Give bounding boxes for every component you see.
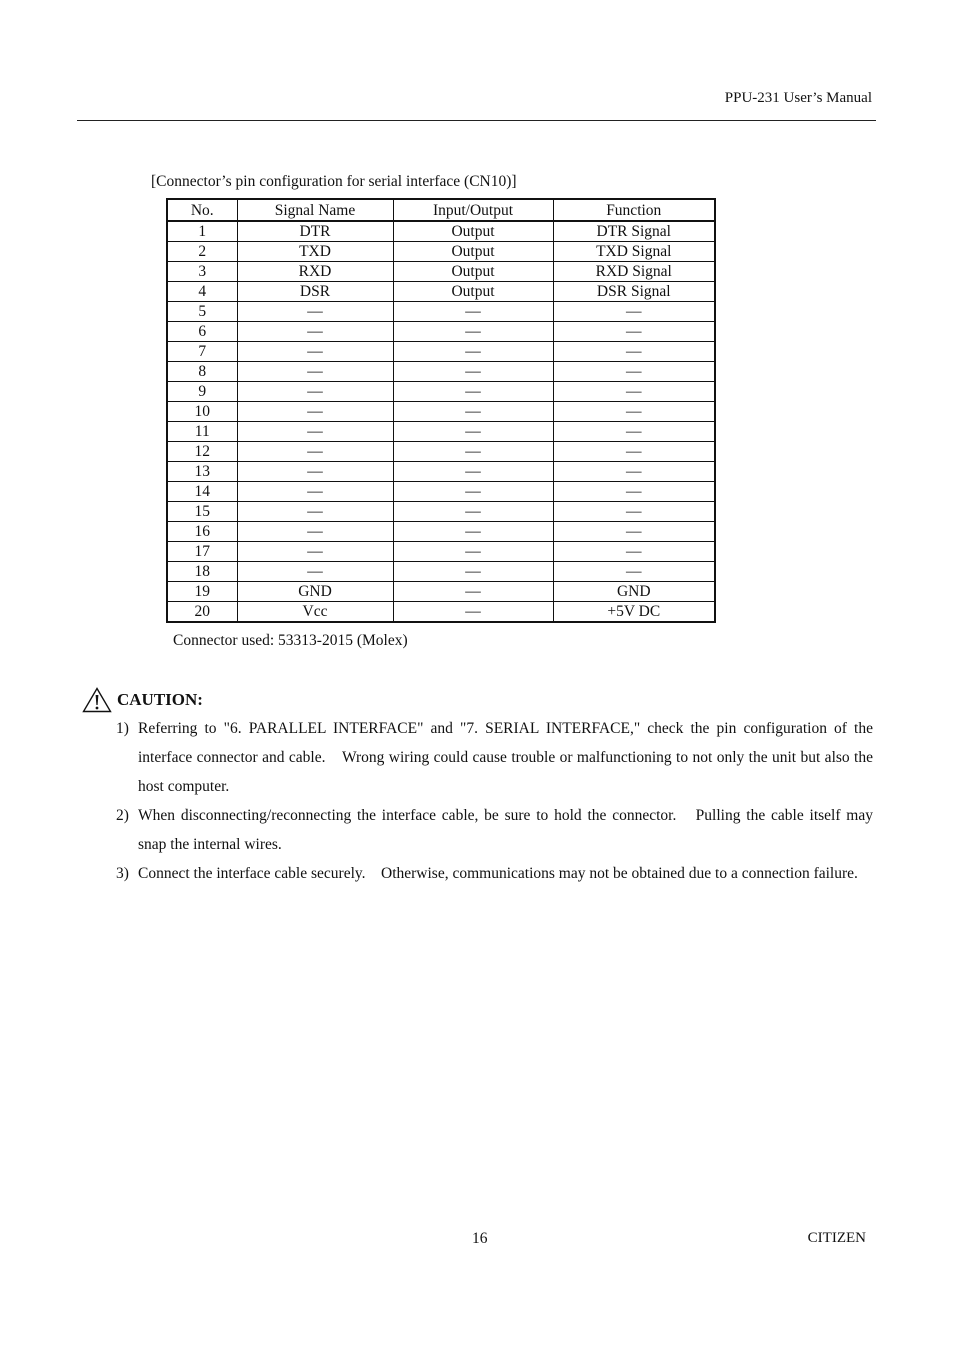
- column-header-function: Function: [553, 199, 715, 221]
- cell-function: —: [553, 442, 715, 462]
- cell-function: —: [553, 542, 715, 562]
- cell-signal-name: —: [237, 542, 393, 562]
- cell-no: 14: [167, 482, 237, 502]
- table-header-row: [167, 199, 715, 221]
- cell-input-output: —: [393, 322, 553, 342]
- cell-input-output: —: [393, 402, 553, 422]
- table-row: [167, 262, 715, 282]
- table-row: [167, 462, 715, 482]
- cell-function: DTR Signal: [553, 221, 715, 242]
- cell-function: RXD Signal: [553, 262, 715, 282]
- cell-function: —: [553, 562, 715, 582]
- cell-input-output: Output: [393, 221, 553, 242]
- caution-item: [116, 801, 873, 859]
- cell-input-output: Output: [393, 282, 553, 302]
- caution-item-number: 1): [116, 720, 129, 737]
- cell-no: 9: [167, 382, 237, 402]
- cell-function: GND: [553, 582, 715, 602]
- cell-no: 10: [167, 402, 237, 422]
- cell-signal-name: —: [237, 502, 393, 522]
- cell-no: 11: [167, 422, 237, 442]
- cell-function: —: [553, 422, 715, 442]
- cell-input-output: —: [393, 542, 553, 562]
- cell-no: 20: [167, 602, 237, 623]
- table-caption: [Connector’s pin configuration for serial interface (CN10)]: [151, 173, 517, 190]
- cell-function: —: [553, 462, 715, 482]
- cell-signal-name: —: [237, 322, 393, 342]
- cell-function: —: [553, 502, 715, 522]
- cell-input-output: —: [393, 462, 553, 482]
- caution-item-number: 3): [116, 865, 129, 882]
- cell-input-output: —: [393, 522, 553, 542]
- table-row: [167, 542, 715, 562]
- connector-note: Connector used: 53313-2015 (Molex): [173, 632, 408, 649]
- table-row: [167, 302, 715, 322]
- cell-no: 6: [167, 322, 237, 342]
- cell-signal-name: —: [237, 462, 393, 482]
- cell-no: 17: [167, 542, 237, 562]
- cell-no: 4: [167, 282, 237, 302]
- cell-signal-name: TXD: [237, 242, 393, 262]
- caution-item-number: 2): [116, 807, 129, 824]
- table-row: [167, 522, 715, 542]
- cell-signal-name: —: [237, 482, 393, 502]
- table-row: [167, 422, 715, 442]
- cell-no: 7: [167, 342, 237, 362]
- cell-function: TXD Signal: [553, 242, 715, 262]
- cell-no: 5: [167, 302, 237, 322]
- cell-function: —: [553, 482, 715, 502]
- cell-signal-name: DTR: [237, 221, 393, 242]
- cell-no: 18: [167, 562, 237, 582]
- cell-input-output: —: [393, 602, 553, 623]
- cell-signal-name: DSR: [237, 282, 393, 302]
- page-number: 16: [472, 1230, 488, 1247]
- cell-input-output: Output: [393, 242, 553, 262]
- table-row: [167, 442, 715, 462]
- cell-function: —: [553, 522, 715, 542]
- cell-signal-name: RXD: [237, 262, 393, 282]
- caution-item-text: Referring to "6. PARALLEL INTERFACE" and "7. SERIAL INTERFACE," check the pin configuration of the interface connector and cable. Wrong wiring could cause trouble or malfunctioning to not only the unit but also the host computer.: [138, 720, 873, 795]
- footer-brand: CITIZEN: [807, 1230, 866, 1246]
- column-header-input-output: Input/Output: [393, 199, 553, 221]
- cell-signal-name: —: [237, 402, 393, 422]
- table-row: [167, 562, 715, 582]
- cell-input-output: —: [393, 302, 553, 322]
- cell-function: —: [553, 322, 715, 342]
- cell-function: —: [553, 302, 715, 322]
- cell-input-output: —: [393, 442, 553, 462]
- page-header-title: PPU-231 User’s Manual: [724, 90, 872, 106]
- cell-no: 2: [167, 242, 237, 262]
- table-row: [167, 221, 715, 242]
- cell-no: 12: [167, 442, 237, 462]
- cell-input-output: —: [393, 422, 553, 442]
- cell-no: 3: [167, 262, 237, 282]
- cell-signal-name: —: [237, 362, 393, 382]
- cell-no: 19: [167, 582, 237, 602]
- caution-item: [116, 714, 873, 801]
- cell-input-output: —: [393, 582, 553, 602]
- table-row: [167, 582, 715, 602]
- cell-signal-name: Vcc: [237, 602, 393, 623]
- cell-input-output: Output: [393, 262, 553, 282]
- pin-configuration-table: [166, 198, 716, 623]
- caution-item-text: When disconnecting/reconnecting the interface cable, be sure to hold the connector. Pulling the cable itself may snap the internal wires.: [138, 807, 873, 853]
- caution-title: CAUTION:: [117, 690, 203, 709]
- table-row: [167, 382, 715, 402]
- caution-list: [116, 714, 873, 888]
- caution-item-text: Connect the interface cable securely. Otherwise, communications may not be obtained due to a connection failure.: [138, 865, 858, 882]
- table-row: [167, 402, 715, 422]
- table-row: [167, 502, 715, 522]
- table-row: [167, 322, 715, 342]
- table-row: [167, 482, 715, 502]
- cell-function: +5V DC: [553, 602, 715, 623]
- column-header-no: No.: [167, 199, 237, 221]
- cell-signal-name: —: [237, 422, 393, 442]
- header-rule: [77, 120, 876, 121]
- cell-signal-name: GND: [237, 582, 393, 602]
- table-body: [167, 221, 715, 622]
- cell-signal-name: —: [237, 302, 393, 322]
- cell-function: —: [553, 402, 715, 422]
- cell-function: —: [553, 342, 715, 362]
- table-row: [167, 282, 715, 302]
- cell-function: DSR Signal: [553, 282, 715, 302]
- cell-input-output: —: [393, 482, 553, 502]
- cell-no: 15: [167, 502, 237, 522]
- caution-item: [116, 859, 873, 888]
- cell-input-output: —: [393, 342, 553, 362]
- cell-input-output: —: [393, 502, 553, 522]
- cell-function: —: [553, 362, 715, 382]
- cell-input-output: —: [393, 562, 553, 582]
- cell-signal-name: —: [237, 562, 393, 582]
- cell-no: 8: [167, 362, 237, 382]
- cell-no: 13: [167, 462, 237, 482]
- caution-heading: [82, 687, 203, 713]
- cell-signal-name: —: [237, 382, 393, 402]
- column-header-signal-name: Signal Name: [237, 199, 393, 221]
- table-row: [167, 362, 715, 382]
- table-row: [167, 602, 715, 623]
- cell-input-output: —: [393, 362, 553, 382]
- cell-no: 16: [167, 522, 237, 542]
- cell-input-output: —: [393, 382, 553, 402]
- warning-triangle-icon: [82, 687, 112, 713]
- cell-function: —: [553, 382, 715, 402]
- cell-signal-name: —: [237, 442, 393, 462]
- cell-signal-name: —: [237, 522, 393, 542]
- cell-no: 1: [167, 221, 237, 242]
- table-row: [167, 242, 715, 262]
- table-row: [167, 342, 715, 362]
- cell-signal-name: —: [237, 342, 393, 362]
